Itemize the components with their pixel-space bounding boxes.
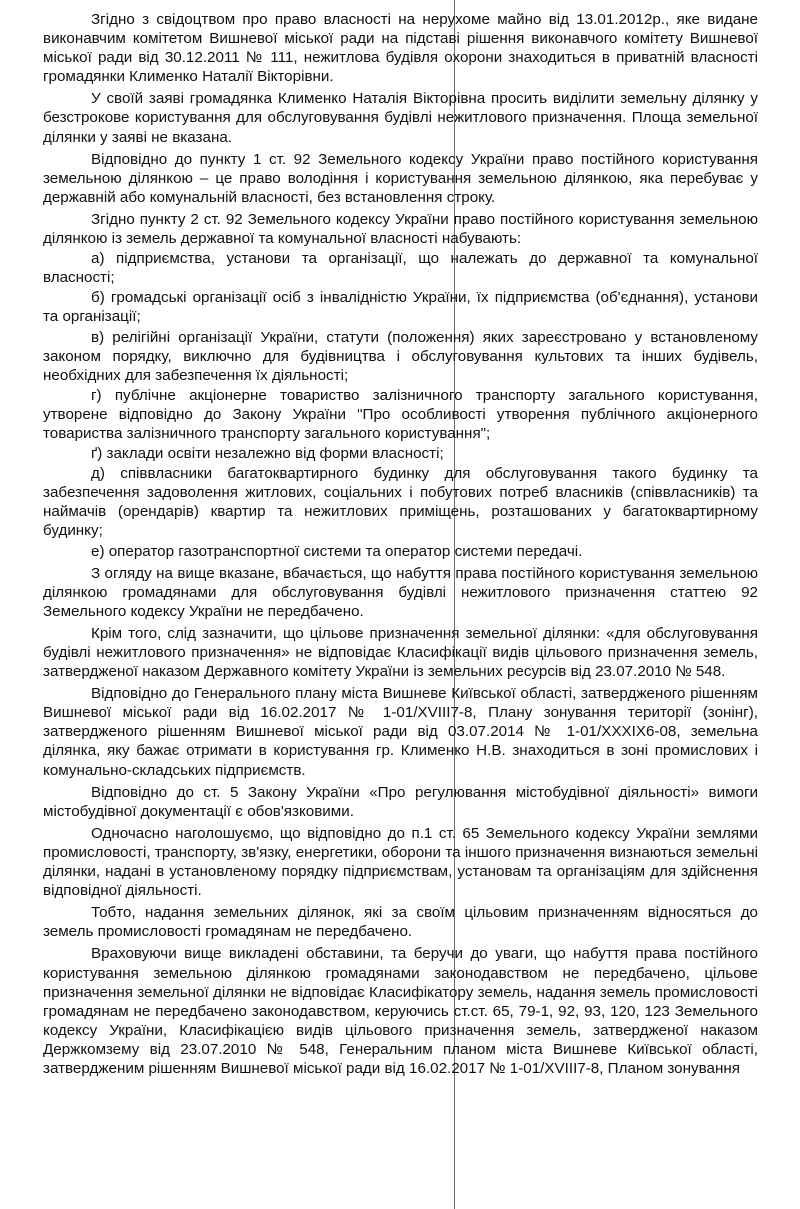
paragraph-ownership: Згідно з свідоцтвом про право власності на нерухоме майно від 13.01.2012р., яке видане виконавчим комітетом Вишневої міської ради на підставі рішення виконавчого комітету Вишневої міської ради від 30.12.2011 № 111, нежитлова будівля охорони знаходиться в приватній власності громадянки Клименко Наталії Вікторівни. <box>43 11 758 86</box>
paragraph-general-plan: Відповідно до Генерального плану міста Вишневе Київської області, затвердженого рішенням Вишневої міської ради від 16.02.2017 № 1-01/ХVІІІ7-8, Плану зонування території (зонінг), затвердженого рішенням Вишневої міської ради від 03.07.2014 № 1-01/ХХХІХ6-08, земельна ділянка, яку бажає отримати в користування гр. Клименко Н.В. знаходиться в зоні промислових і комунально-складських підприємств. <box>43 685 758 779</box>
paragraph-urban-planning-law: Відповідно до ст. 5 Закону України «Про регулювання містобудівної діяльності» вимоги містобудівної документації є обов'язковими. <box>43 783 758 820</box>
paragraph-final-decision: Враховуючи вище викладені обставини, та беручи до уваги, що набуття права постійного користування земельною ділянкою громадянами законодавством не передбачено, цільове призначення земельної ділянки не відповідає Класифікатору земель, надання земель промисловості громадянам не передбачено законодавством, керуючись ст.ст. 65, 79-1, 92, 93, 120, 123 Земельного кодексу України, Класифікацією видів цільового призначення земель, затвердженої наказом Держкомзему від 23.07.2010 № 548, Генеральним планом міста Вишневе Київської області, затвердженим рішенням Вишневої міської ради від 16.02.2017 № 1-01/ХVІІІ7-8, Планом зонування <box>43 945 758 1077</box>
paragraph-classification: Крім того, слід зазначити, що цільове призначення земельної ділянки: «для обслуговування будівлі нежитлового призначення» не відповідає Класифікації видів цільового призначення земель, затвердженої наказом Державного комітету України із земельних ресурсів від 23.07.2010 № 548. <box>43 624 758 681</box>
paragraph-article-92-1: Відповідно до пункту 1 ст. 92 Земельного кодексу України право постійного користування земельною ділянкою – це право володіння і користування земельною ділянкою, яка перебуває у державній або комунальній власності, без встановлення строку. <box>43 150 758 206</box>
paragraph-article-92-2: Згідно пункту 2 ст. 92 Земельного кодексу України право постійного користування земельною ділянкою із земель державної та комунальної власності набувають: <box>43 210 758 248</box>
list-item-a: а) підприємства, установи та організації, що належать до державної та комунальної власності; <box>43 250 758 287</box>
document-body <box>43 10 758 1081</box>
list-item-d: д) співвласники багатоквартирного будинку для обслуговування такого будинку та забезпечення задоволення житлових, соціальних і побутових потреб власників (співвласників) та наймачів (орендарів) квартир та нежитлових приміщень, розташованих у багатоквартирному будинку; <box>43 465 758 540</box>
list-item-v: в) релігійні організації України, статути (положення) яких зареєстровано у встановленому законом порядку, виключно для будівництва і обслуговування культових та інших будівель, необхідних для забезпечення їх діяльності; <box>43 328 758 384</box>
paragraph-conclusion-92: З огляду на вище вказане, вбачається, що набуття права постійного користування земельною ділянкою громадянами для обслуговування будівлі нежитлового призначення статтею 92 Земельного кодексу України не передбачено. <box>43 564 758 620</box>
list-item-ge: ґ) заклади освіти незалежно від форми власності; <box>91 445 444 463</box>
list-item-g: г) публічне акціонерне товариство залізничного транспорту загального користування, утворене відповідно до Закону України "Про особливості утворення публічного акціонерного товариства залізничного транспорту загального користування"; <box>43 386 758 442</box>
paragraph-application: У своїй заяві громадянка Клименко Наталія Вікторівна просить виділити земельну ділянку у безстрокове користування для обслуговування будівлі нежитлового призначення. Площа земельної ділянки у заяві не вказана. <box>43 90 758 146</box>
paragraph-industrial-land: Тобто, надання земельних ділянок, які за своїм цільовим призначенням відносяться до земель промисловості громадянам не передбачено. <box>43 904 758 941</box>
list-item-e: е) оператор газотранспортної системи та оператор системи передачі. <box>91 542 583 560</box>
paragraph-article-65: Одночасно наголошуємо, що відповідно до п.1 ст. 65 Земельного кодексу України землями промисловості, транспорту, зв'язку, енергетики, оборони та іншого призначення визнаються земельні ділянки, надані в установленому порядку підприємствам, установам та організаціям для здійснення відповідної діяльності. <box>43 824 758 900</box>
list-item-b: б) громадські організації осіб з інвалідністю України, їх підприємства (об'єднання), установи та організації; <box>43 289 758 326</box>
